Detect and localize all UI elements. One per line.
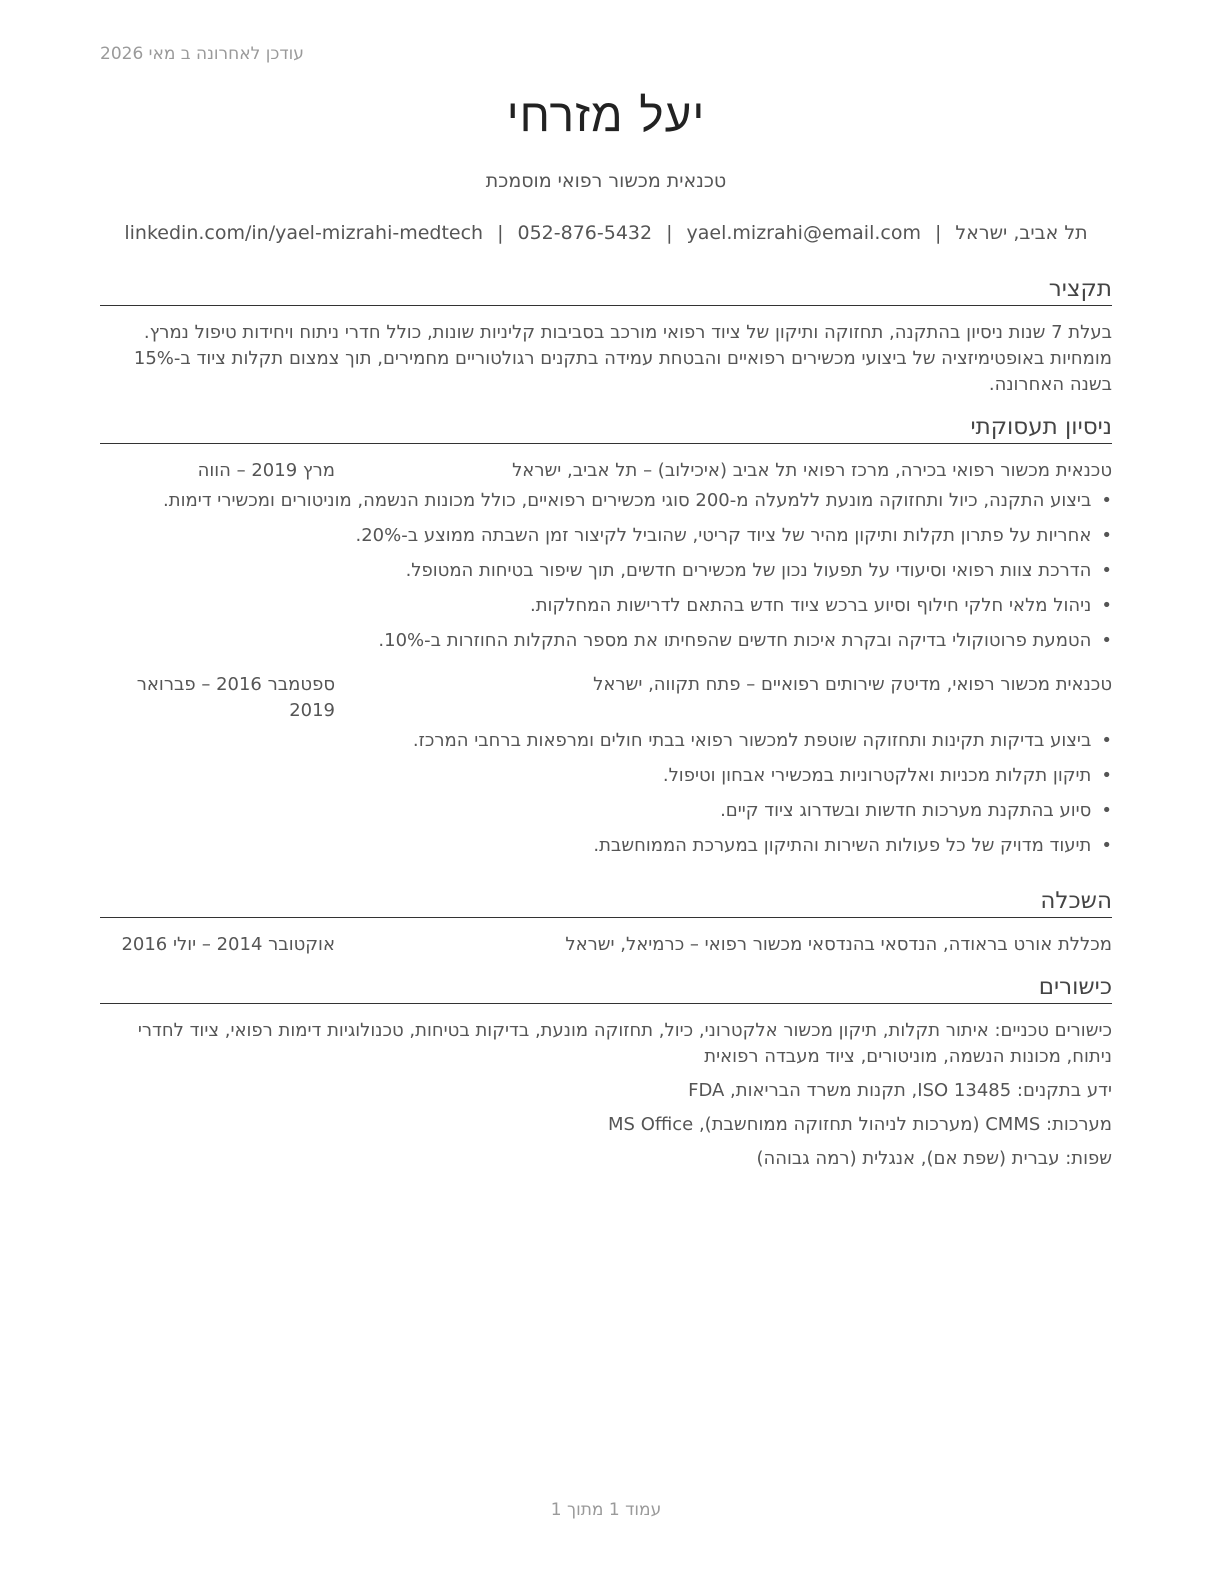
contact-separator: | [497, 222, 504, 244]
candidate-title: טכנאית מכשור רפואי מוסמכת [485, 170, 727, 192]
summary-heading: תקציר [100, 274, 1112, 306]
candidate-name: יעל מזרחי [506, 88, 706, 142]
education-institution: מכללת אורט בראודה, הנדסאי בהנדסאי מכשור רפואי – כרמיאל, ישראל [565, 934, 1112, 955]
contact-linkedin[interactable]: linkedin.com/in/yael-mizrahi-medtech [124, 222, 484, 244]
skills-list [100, 1018, 1112, 1172]
job-dates: ספטמבר 2016 – פברואר 2019 [136, 674, 335, 721]
summary-section [100, 274, 1112, 398]
job-header [100, 458, 1112, 484]
skill-line: מערכות: CMMS (מערכות לניהול תחזוקה ממוחשבת), MS Office [608, 1114, 1112, 1135]
skill-line: שפות: עברית (שפת אם), אנגלית (רמה גבוהה) [756, 1148, 1112, 1169]
education-section [100, 886, 1112, 958]
job-bullet: • הדרכת צוות רפואי וסיעודי על תפעול נכון של מכשירים חדשים, תוך שיפור בטיחות המטופל. [100, 558, 1112, 584]
education-dates: אוקטובר 2014 – יולי 2016 [121, 934, 335, 955]
job-entry [100, 458, 1112, 654]
summary-text: בעלת 7 שנות ניסיון בהתקנה, תחזוקה ותיקון של ציוד רפואי מורכב בסביבות קליניות שונות, כולל חדרי ניתוח ויחידות טיפול נמרץ. מומחיות באופטימיזציה של ביצועי מכשירים רפואיים והבטחת עמידה בתקנים רגולטוריים מחמירים, תוך צמצום תקלות ציוד ב-15% בשנה האחרונה. [133, 322, 1112, 395]
job-bullets [100, 728, 1112, 859]
contact-phone[interactable]: 052-876-5432 [517, 222, 653, 244]
skills-heading: כישורים [100, 972, 1112, 1004]
education-entry [100, 932, 1112, 958]
experience-section [100, 412, 1112, 868]
job-entry [100, 672, 1112, 859]
job-bullet: • סיוע בהתקנת מערכות חדשות ובשדרוג ציוד קיים. [100, 798, 1112, 824]
job-bullet: • ניהול מלאי חלקי חילוף וסיוע ברכש ציוד חדש בהתאם לדרישות המחלקות. [100, 593, 1112, 619]
contact-separator: | [934, 222, 942, 244]
job-bullet: • תיעוד מדויק של כל פעולות השירות והתיקון במערכת הממוחשבת. [100, 833, 1112, 859]
job-bullet: • אחריות על פתרון תקלות ותיקון מהיר של ציוד קריטי, שהוביל לקיצור זמן השבתה ממוצע ב-20%. [100, 523, 1112, 549]
resume-page [100, 0, 1112, 1584]
education-heading: השכלה [100, 886, 1112, 918]
page-number: עמוד 1 מתוך 1 [550, 1500, 662, 1520]
contact-line [100, 222, 1112, 244]
job-bullet: • הטמעת פרוטוקולי בדיקה ובקרת איכות חדשים שהפחיתו את מספר התקלות החוזרות ב-10%. [100, 628, 1112, 654]
skill-line: כישורים טכניים: איתור תקלות, תיקון מכשור אלקטרוני, כיול, תחזוקה מונעת, בדיקות בטיחות, טכנולוגיות דימות רפואי, ציוד לחדרי ניתוח, מכונות הנשמה, מוניטורים, ציוד מעבדה רפואית [137, 1020, 1112, 1067]
job-bullets [100, 488, 1112, 654]
skill-line: ידע בתקנים: ISO 13485, תקנות משרד הבריאות, FDA [688, 1080, 1112, 1101]
experience-heading: ניסיון תעסוקתי [100, 412, 1112, 444]
job-header [100, 672, 1112, 724]
job-bullet: • ביצוע בדיקות תקינות ותחזוקה שוטפת למכשור רפואי בבתי חולים ומרפאות ברחבי המרכז. [100, 728, 1112, 754]
job-dates: מרץ 2019 – הווה [197, 460, 335, 481]
contact-email[interactable]: yael.mizrahi@email.com [686, 222, 921, 244]
last-updated-note: עודכן לאחרונה ב מאי 2026 [100, 44, 304, 64]
job-bullet: • תיקון תקלות מכניות ואלקטרוניות במכשירי אבחון וטיפול. [100, 763, 1112, 789]
skills-section [100, 972, 1112, 1180]
job-role: טכנאית מכשור רפואי בכירה, מרכז רפואי תל אביב (איכילוב) – תל אביב, ישראל [512, 460, 1112, 481]
job-role: טכנאית מכשור רפואי, מדיטק שירותים רפואיים – פתח תקווה, ישראל [593, 674, 1112, 695]
contact-location: תל אביב, ישראל [955, 222, 1088, 244]
job-bullet: • ביצוע התקנה, כיול ותחזוקה מונעת ללמעלה מ-200 סוגי מכשירים רפואיים, כולל מכונות הנשמה, מוניטורים ומכשירי דימות. [100, 488, 1112, 514]
contact-separator: | [666, 222, 673, 244]
